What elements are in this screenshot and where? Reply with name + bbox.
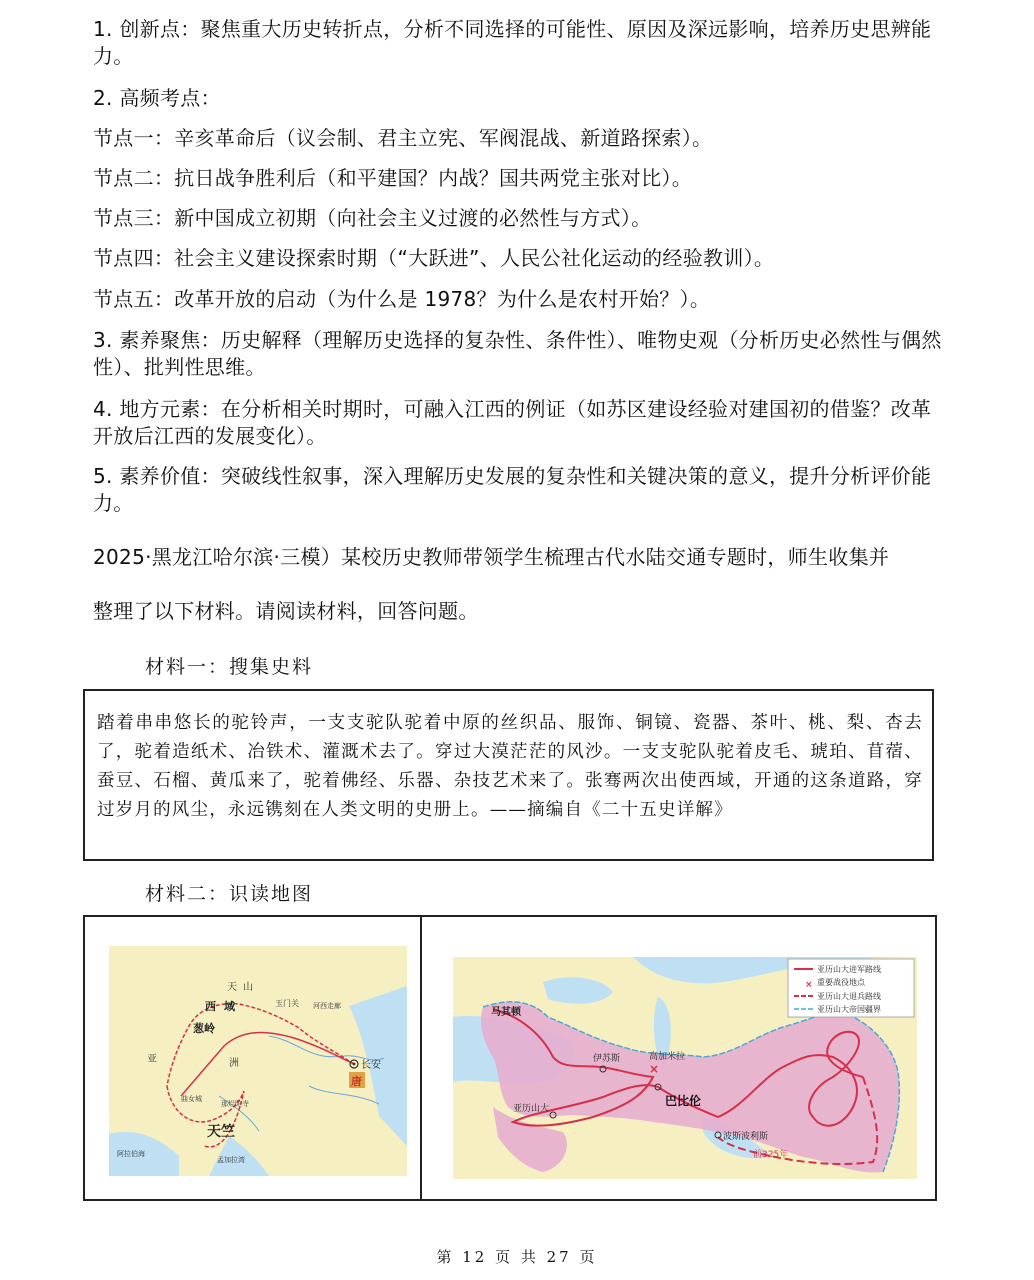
local-elements: 4. 地方元素：在分析相关时期时，可融入江西的例证（如苏区建设经验对建国初的借鉴？改革开放后江西的发展变化）。	[93, 397, 932, 448]
svg-text:×: ×	[649, 1062, 660, 1076]
node-five: 节点五：改革开放的启动（为什么是 1978？为什么是农村开始？）。	[93, 287, 711, 311]
map1-label-changan: 长安	[361, 1060, 381, 1071]
material-one-text	[97, 709, 923, 825]
node-one: 节点一：辛亥革命后（议会制、君主立宪、军阀混战、新道路探索）。	[93, 126, 713, 150]
map1-label-zhou: 洲	[229, 1058, 239, 1069]
map2-label-gaugamela: 高加米拉	[649, 1052, 686, 1062]
box-divider	[420, 917, 422, 1199]
material-one-box	[83, 689, 934, 861]
alexander-map	[453, 957, 917, 1179]
map1-label-tianshan: 天山	[227, 982, 259, 993]
silk-road-map	[109, 946, 407, 1176]
map1-label-congling: 葱岭	[193, 1022, 215, 1035]
node-two: 节点二：抗日战争胜利后（和平建国？内战？国共两党主张对比）。	[93, 166, 692, 190]
literacy-value: 5. 素养价值：突破线性叙事，深入理解历史发展的复杂性和关键决策的意义，提升分析评价能力。	[93, 464, 932, 515]
map1-label-qunucheng: 曲女城	[181, 1095, 202, 1103]
map2-legend-border: 亚历山大帝国疆界	[817, 1005, 881, 1014]
map1-label-nalantuo: 那烂陀寺	[221, 1100, 249, 1108]
map1-label-ya: 亚	[147, 1054, 157, 1065]
node-three: 节点三：新中国成立初期（向社会主义过渡的必然性与方式）。	[93, 206, 652, 230]
material-one-body: 踏着串串悠长的驼铃声，一支支驼队驼着中原的丝织品、服饰、铜镜、瓷器、茶叶、桃、梨、杏去了，驼着造纸术、冶铁术、灌溉术去了。穿过大漠茫茫的风沙。一支支驼队驼着皮毛、琥珀、苜蓿、蚕豆、石榴、黄瓜来了，驼着佛经、乐器、杂技艺术来了。张骞两次出使西域，开通的这条道路，穿过岁月的风尘，永远镌刻在人类文明的史册上。	[97, 713, 923, 820]
question-line-1: 2025·黑龙江哈尔滨·三模）某校历史教师带领学生梳理古代水陆交通专题时，师生收集并	[93, 545, 890, 569]
innovation-point: 1. 创新点：聚焦重大历史转折点，分析不同选择的可能性、原因及深远影响，培养历史思辨能力。	[93, 17, 932, 68]
page-footer: 第 12 页 共 27 页	[436, 1248, 598, 1266]
map2-legend-retreat: 亚历山大退兵路线	[817, 992, 881, 1001]
map1-label-tianzhu: 天竺	[207, 1124, 235, 1140]
svg-text:×: ×	[805, 980, 813, 990]
map1-label-arabian-sea: 阿拉伯海	[117, 1150, 145, 1158]
map2-label-persepolis: 波斯波利斯	[723, 1132, 769, 1142]
material-two-label: 材料二：识读地图	[145, 883, 314, 905]
literacy-focus: 3. 素养聚焦：历史解释（理解历史选择的复杂性、条件性）、唯物史观（分析历史必然性与偶然性）、批判性思维。	[93, 328, 942, 379]
map2-legend-battle: 重要战役地点	[817, 978, 865, 987]
high-frequency-heading: 2. 高频考点：	[93, 86, 221, 110]
map2-label-babylon: 巴比伦	[665, 1094, 702, 1108]
map2-label-325bc: 前325年	[753, 1150, 789, 1160]
map2-label-alexandria: 亚历山大	[513, 1104, 550, 1114]
material-two-box	[83, 915, 937, 1201]
map1-label-tang: 唐	[351, 1075, 362, 1088]
question-line-2: 整理了以下材料。请阅读材料，回答问题。	[93, 599, 479, 623]
map1-label-bengal-bay: 孟加拉湾	[217, 1156, 245, 1164]
map1-label-yumenguan: 玉门关	[275, 999, 299, 1008]
material-one-label: 材料一：搜集史料	[145, 656, 314, 678]
map1-label-xiyu: 西域	[205, 1000, 243, 1013]
map2-label-macedon: 马其顿	[491, 1007, 521, 1018]
map2-label-issus: 伊苏斯	[593, 1054, 621, 1064]
node-four: 节点四：社会主义建设探索时期（“大跃进”、人民公社化运动的经验教训）。	[93, 246, 775, 270]
map2-legend-advance: 亚历山大进军路线	[817, 965, 881, 974]
material-one-source: ——摘编自《二十五史详解》	[489, 800, 733, 820]
map1-label-hexi: 河西走廊	[313, 1002, 341, 1010]
